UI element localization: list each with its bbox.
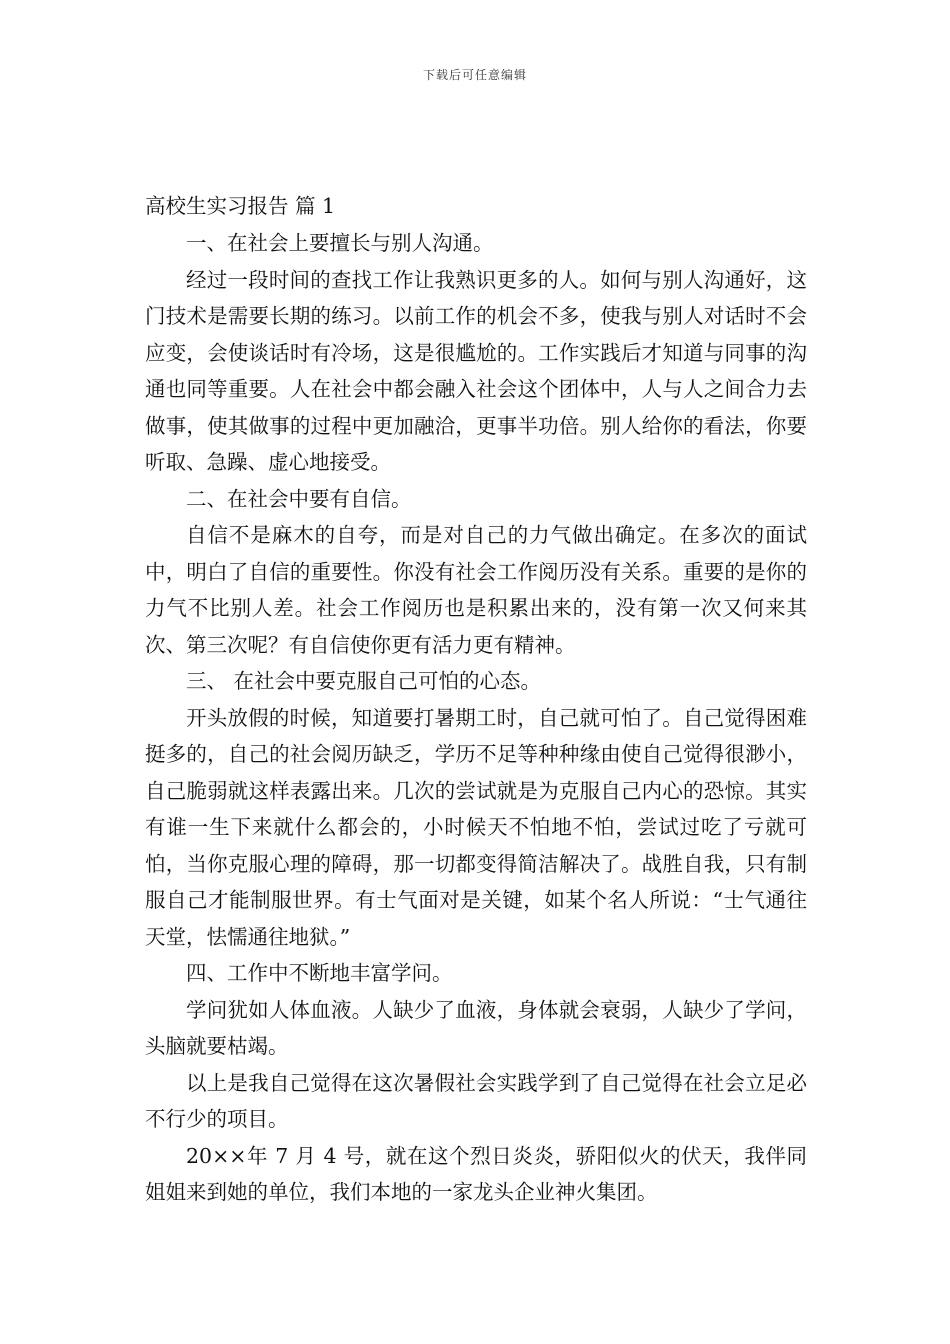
paragraph-5: 以上是我自己觉得在这次暑假社会实践学到了自己觉得在社会立足必不行少的项目。 bbox=[145, 1070, 807, 1131]
document-title: 高校生实习报告 篇 1 bbox=[145, 194, 336, 218]
paragraph-3: 开头放假的时候，知道要打暑期工时，自己就可怕了。自己觉得困难挺多的，自己的社会阅历缺乏，学历不足等种种缘由使自己觉得很渺小，自己脆弱就这样表露出来。几次的尝试就是为克服自己内心的恐惊。其实有谁一生下来就什么都会的，小时候天不怕地不怕，尝试过吃了亏就可怕，当你克服心理的障碍，那一切都变得简洁解决了。战胜自我，只有制服自己才能制服世界。有士气面对是关键，如某个名人所说：“士气通往天堂，怯懦通往地狱。” bbox=[145, 705, 807, 949]
paragraph-2: 自信不是麻木的自夸，而是对自己的力气做出确定。在多次的面试中，明白了自信的重要性。你没有社会工作阅历没有关系。重要的是你的力气不比别人差。社会工作阅历也是积累出来的，没有第一次又何来其次、第三次呢？有自信使你更有活力更有精神。 bbox=[145, 523, 807, 657]
section-heading-1: 一、在社会上要擅长与别人沟通。 bbox=[186, 231, 494, 255]
document-body bbox=[145, 188, 807, 1211]
paragraph-4: 学问犹如人体血液。人缺少了血液，身体就会衰弱，人缺少了学问，头脑就要枯竭。 bbox=[145, 997, 807, 1058]
section-heading-3: 三、 在社会中要克服自己可怕的心态。 bbox=[186, 669, 542, 693]
section-heading-4: 四、工作中不断地丰富学问。 bbox=[186, 961, 453, 985]
paragraph-6: 20××年 7 月 4 号，就在这个烈日炎炎，骄阳似火的伏天，我伴同姐姐来到她的单位，我们本地的一家龙头企业神火集团。 bbox=[145, 1143, 807, 1204]
header-note: 下载后可任意编辑 bbox=[422, 68, 527, 82]
paragraph-1: 经过一段时间的查找工作让我熟识更多的人。如何与别人沟通好，这门技术是需要长期的练习。以前工作的机会不多，使我与别人对话时不会应变，会使谈话时有冷场，这是很尴尬的。工作实践后才知道与同事的沟通也同等重要。人在社会中都会融入社会这个团体中，人与人之间合力去做事，使其做事的过程中更加融洽，更事半功倍。别人给你的看法，你要听取、急躁、虚心地接受。 bbox=[145, 267, 807, 474]
section-heading-2: 二、在社会中要有自信。 bbox=[186, 486, 412, 511]
